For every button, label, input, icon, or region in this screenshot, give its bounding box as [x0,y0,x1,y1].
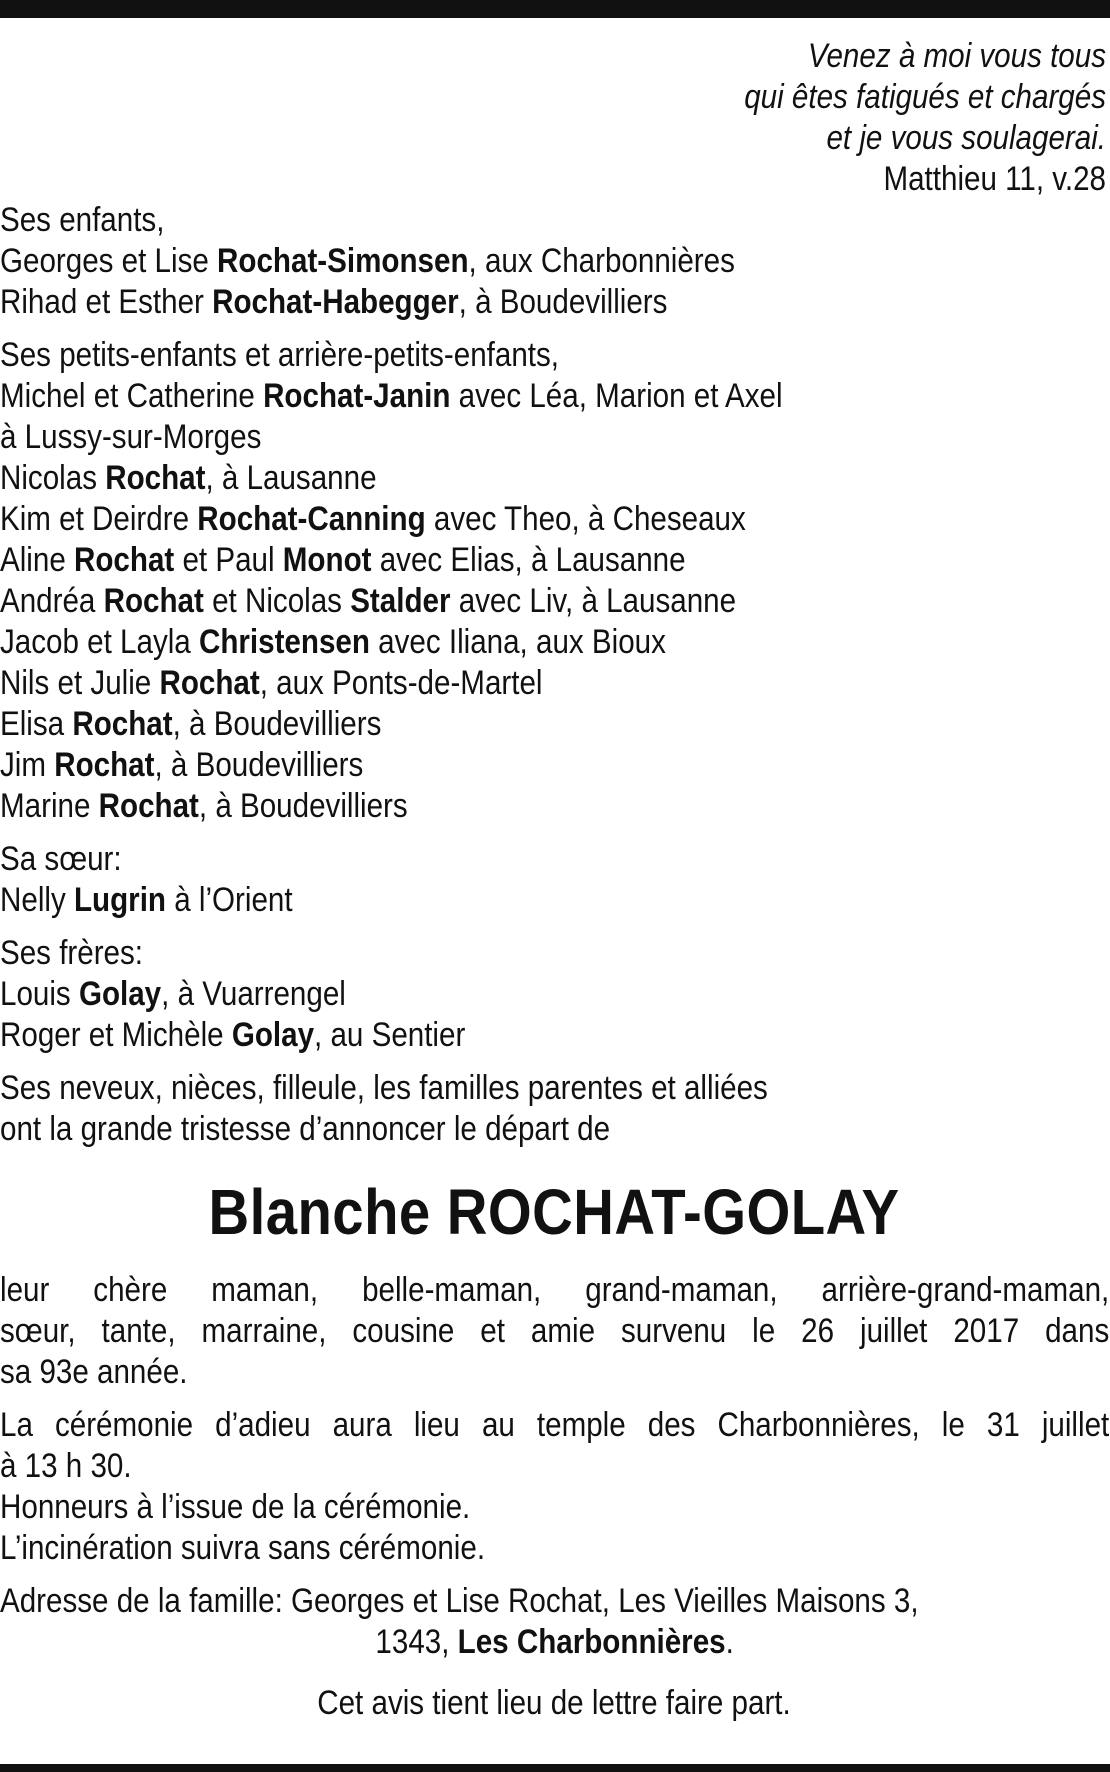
address-line: Adresse de la famille: Georges et Lise Rochat, Les Vieilles Maisons 3, [0,1582,919,1620]
ceremony-line: L’incinération suivra sans cérémonie. [0,1529,486,1567]
section-heading: Sa sœur: [0,840,122,878]
family-entry: Nelly Lugrin à l’Orient [0,881,293,919]
family-entry: Andréa Rochat et Nicolas Stalder avec Liv, à Lausanne [0,582,737,620]
description-line: sa 93e année. [0,1353,188,1391]
deceased-name: Blanche ROCHAT-GOLAY [208,1176,900,1248]
ceremony-line: La cérémonie d’adieu aura lieu au temple des Charbonnières, le 31 juillet [0,1406,1110,1444]
family-entry: Kim et Deirdre Rochat-Canning avec Theo, à Cheseaux [0,500,746,538]
obituary-notice [0,36,1110,1724]
family-entry: Aline Rochat et Paul Monot avec Elias, à Lausanne [0,541,686,579]
announcement-line: Ses neveux, nièces, filleule, les familles parentes et alliées [0,1069,768,1107]
section-heading: Ses frères: [0,934,144,972]
family-entry: Jacob et Layla Christensen avec Iliana, aux Bioux [0,623,666,661]
ceremony-details [0,1405,1109,1569]
family-entry: Michel et Catherine Rochat-Janin avec Léa, Marion et Axel [0,377,783,415]
description-line: sœur, tante, marraine, cousine et amie survenu le 26 juillet 2017 dans [0,1312,1110,1350]
grandchildren-section [0,335,964,827]
family-entry: Louis Golay, à Vuarrengel [0,975,346,1013]
verse-line: et je vous soulagerai. [826,119,1106,157]
family-entry: Nicolas Rochat, à Lausanne [0,459,377,497]
footer-note: Cet avis tient lieu de lettre faire part. [317,1684,791,1722]
family-entry: Rihad et Esther Rochat-Habegger, à Boudevilliers [0,283,668,321]
description-line: leur chère maman, belle-maman, grand-maman, arrière-grand-maman, [0,1271,1110,1309]
sister-section [0,839,964,921]
brothers-section [0,933,964,1056]
deceased-description [0,1270,1109,1393]
announcement-line: ont la grande tristesse d’annoncer le départ de [0,1110,611,1148]
ceremony-line: à 13 h 30. [0,1447,132,1485]
bible-verse [144,36,1106,200]
verse-line: Venez à moi vous tous [807,37,1106,75]
section-heading: Ses petits-enfants et arrière-petits-enfants, [0,336,560,374]
family-entry: Roger et Michèle Golay, au Sentier [0,1016,466,1054]
family-entry: Elisa Rochat, à Boudevilliers [0,705,382,743]
family-entry: Nils et Julie Rochat, aux Ponts-de-Martel [0,664,543,702]
verse-line: qui êtes fatigués et chargés [744,78,1106,116]
family-entry: à Lussy-sur-Morges [0,418,262,456]
family-entry: Marine Rochat, à Boudevilliers [0,787,408,825]
ceremony-line: Honneurs à l’issue de la cérémonie. [0,1488,471,1526]
bottom-rule [0,1764,1110,1772]
family-entry: Jim Rochat, à Boudevilliers [0,746,364,784]
announcement [0,1068,964,1150]
verse-reference: Matthieu 11, v.28 [883,160,1106,198]
top-rule [0,0,1110,18]
family-address [0,1581,1109,1663]
section-heading: Ses enfants, [0,201,165,239]
address-line: 1343, Les Charbonnières. [375,1623,734,1661]
family-entry: Georges et Lise Rochat-Simonsen, aux Charbonnières [0,242,735,280]
children-section [0,200,964,323]
